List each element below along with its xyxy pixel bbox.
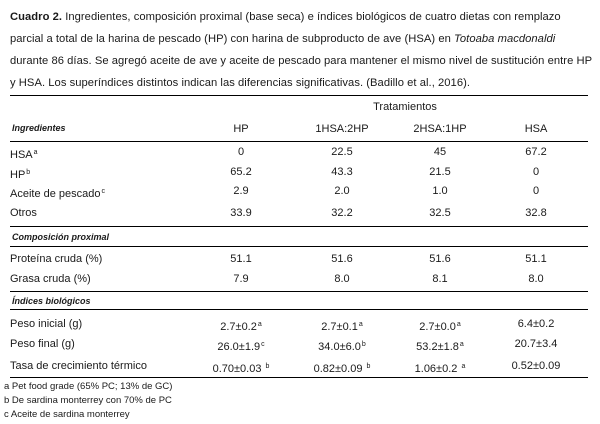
- cell: 2.7±0.2$^a$: [220, 321, 262, 333]
- row-label: $HP^b$: [10, 169, 31, 181]
- cell: 2.7±0.1$^a$: [321, 321, 363, 333]
- caption-text: Ingredientes, composición proximal (base seca) e índices biológicos de cuatro dietas con remplazo parcial a total de la harina de pescado (HP) con harina de subproducto de ave (HSA) en: [10, 11, 561, 45]
- cell: 53.2±1.8$^a$: [416, 341, 464, 353]
- cell: 65.2: [230, 166, 252, 178]
- cell: 51.6: [331, 253, 353, 265]
- cell: 67.2: [525, 146, 547, 158]
- section-rule: [10, 291, 588, 292]
- col-header-1hsa2hp: 1HSA:2HP: [315, 123, 369, 135]
- section-rule: [10, 226, 588, 227]
- cell: 51.6: [429, 253, 451, 265]
- bottom-rule: [10, 377, 588, 378]
- cell: 51.1: [230, 253, 252, 265]
- caption-text-end: durante 86 días. Se agregó aceite de ave y aceite de pescado para mantener el mismo nivel de sustitución entre HP y HSA. Los superíndices distintos indican las diferencias significativas. (Badillo et al., 2016).: [10, 55, 592, 89]
- cell: 0.70±0.03 $^b$: [212, 363, 270, 375]
- cell: 8.1: [432, 273, 448, 285]
- cell: 32.8: [525, 207, 547, 219]
- col-header-hp: HP: [233, 123, 249, 135]
- row-label: Tasa de crecimiento térmico: [10, 360, 147, 372]
- section-rule: [10, 309, 588, 310]
- row-label: Peso inicial (g): [10, 318, 83, 330]
- cell: 2.7±0.0$^a$: [419, 321, 461, 333]
- row-label: Otros: [10, 207, 37, 219]
- cell: 2.0: [334, 185, 350, 197]
- cell: 32.5: [429, 207, 451, 219]
- row-label: Proteína cruda (%): [10, 253, 103, 265]
- cell: 1.06±0.2 $^a$: [414, 363, 466, 375]
- cell: 43.3: [331, 166, 353, 178]
- footnote: a Pet food grade (65% PC; 13% de GC): [4, 381, 173, 392]
- footnote: c Aceite de sardina monterrey: [4, 409, 130, 420]
- cell: 51.1: [525, 253, 547, 265]
- cell: 0: [532, 185, 540, 197]
- cell: 2.9: [233, 185, 249, 197]
- cell: 7.9: [233, 273, 249, 285]
- cell: 26.0±1.9$^c$: [217, 341, 265, 353]
- cell: 0: [532, 166, 540, 178]
- cell: 0.52±0.09: [511, 360, 561, 372]
- cell: 0: [237, 146, 245, 158]
- col-header-ingredientes: Ingredientes: [12, 123, 66, 133]
- cell: 6.4±0.2: [517, 318, 555, 330]
- cell: 33.9: [230, 207, 252, 219]
- cell: 22.5: [331, 146, 353, 158]
- header-rule: [10, 141, 588, 142]
- top-rule: [10, 95, 588, 96]
- cell: 8.0: [528, 273, 544, 285]
- table-caption: [10, 6, 592, 94]
- col-header-hsa: HSA: [524, 123, 548, 135]
- cell: 21.5: [429, 166, 451, 178]
- cell: 32.2: [331, 207, 353, 219]
- section-proximal: Composición proximal: [12, 232, 110, 242]
- col-header-2hsa1hp: 2HSA:1HP: [413, 123, 467, 135]
- caption-species: Totoaba macdonaldi: [454, 33, 556, 45]
- cell: 20.7±3.4: [514, 338, 558, 350]
- caption-label: Cuadro 2.: [10, 11, 63, 23]
- cell: 1.0: [432, 185, 448, 197]
- section-biological: Índices biológicos: [12, 296, 91, 306]
- footnote: b De sardina monterrey con 70% de PC: [4, 395, 172, 406]
- row-label: Aceite de pescado$^c$: [10, 188, 106, 200]
- cell: 0.82±0.09 $^b$: [313, 363, 371, 375]
- cell: 8.0: [334, 273, 350, 285]
- section-rule: [10, 246, 588, 247]
- row-label: Grasa cruda (%): [10, 273, 91, 285]
- row-label: Peso final (g): [10, 338, 75, 350]
- cell: 34.0±6.0$^b$: [318, 341, 366, 353]
- cell: 45: [433, 146, 447, 158]
- group-header: Tratamientos: [373, 101, 437, 113]
- row-label: HSA$^a$: [10, 149, 38, 161]
